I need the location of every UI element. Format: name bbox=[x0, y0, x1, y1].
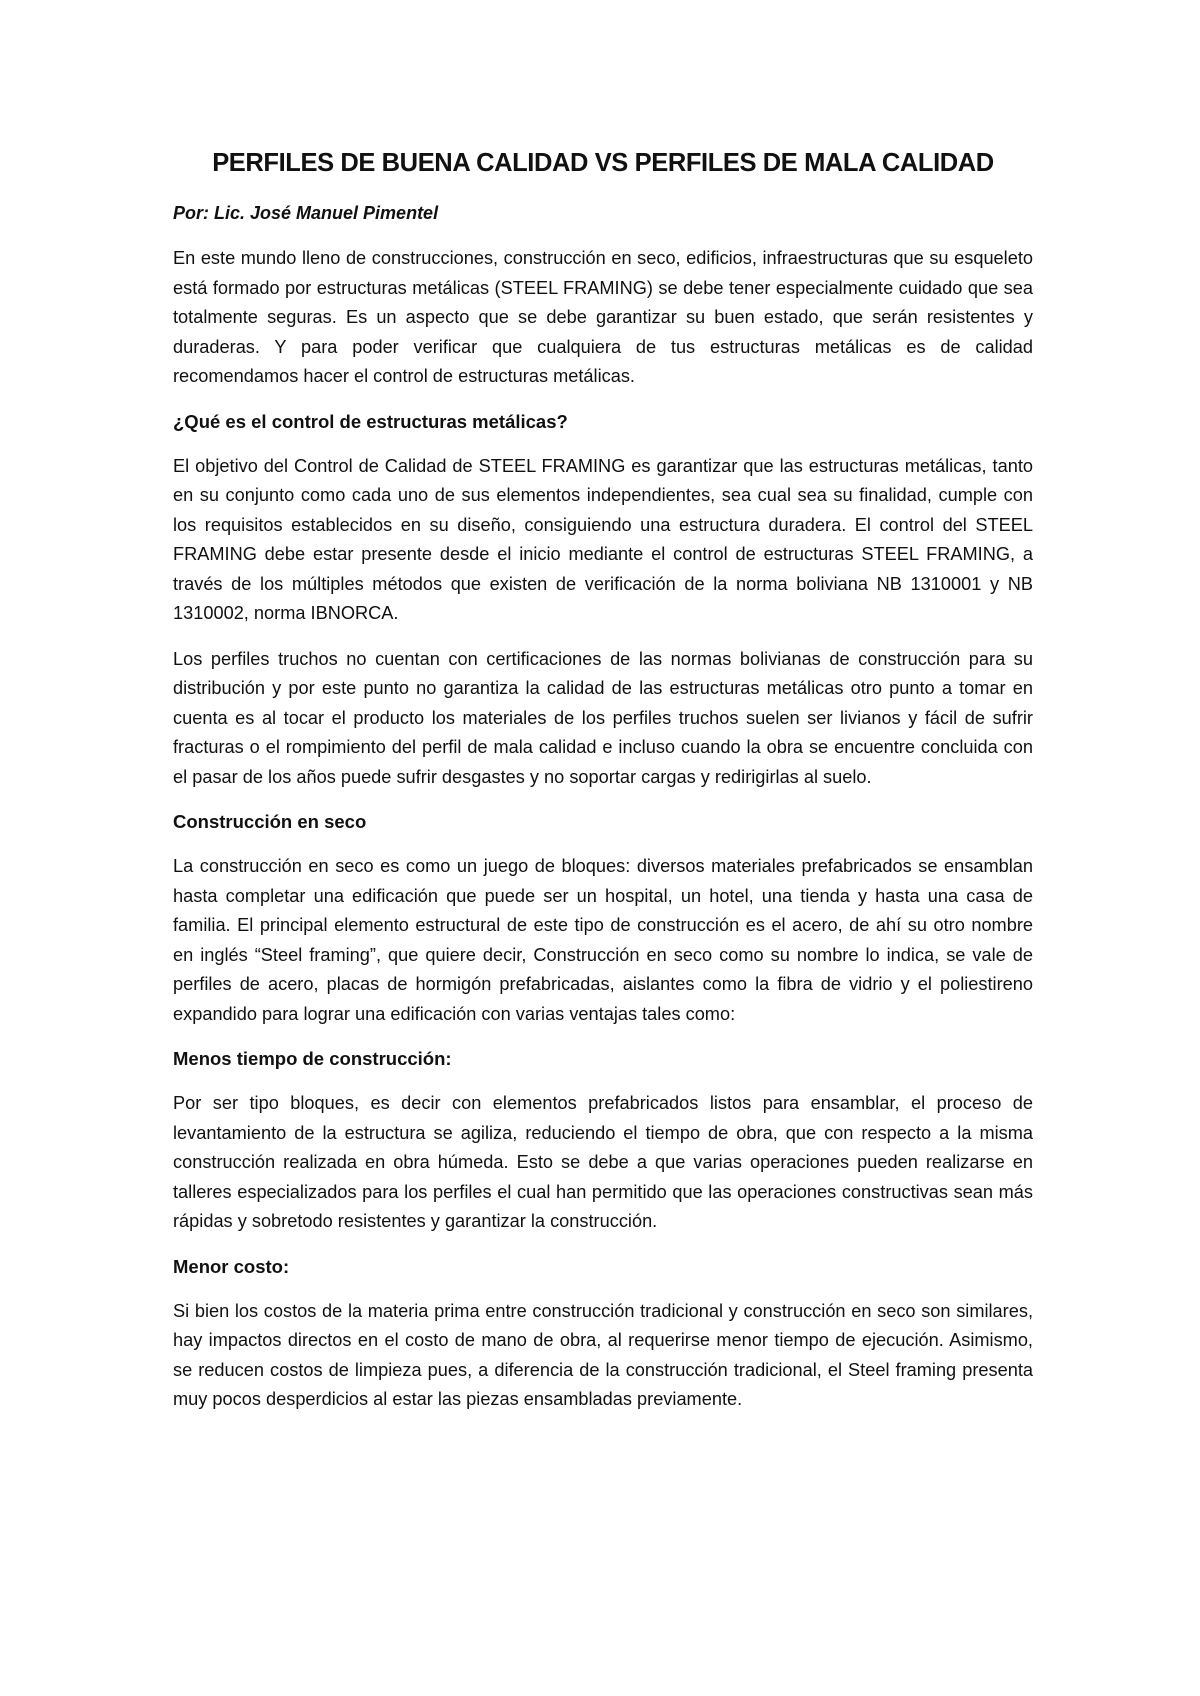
control-paragraph-1: El objetivo del Control de Calidad de STEEL FRAMING es garantizar que las estructuras metálicas, tanto en su conjunto como cada uno de sus elementos independientes, sea cual sea su finalidad, cumple con los requisitos establecidos en su diseño, consiguiendo una estructura duradera. El control del STEEL FRAMING debe estar presente desde el inicio mediante el control de estructuras STEEL FRAMING, a través de los múltiples métodos que existen de verificación de la norma boliviana NB 1310001 y NB 1310002, norma IBNORCA. bbox=[173, 455, 1033, 623]
dry-construction-paragraph: La construcción en seco es como un juego de bloques: diversos materiales prefabricados se ensamblan hasta completar una edificación que puede ser un hospital, un hotel, una tienda y hasta una casa de familia. El principal elemento estructural de este tipo de construcción es el acero, de ahí su otro nombre en inglés “Steel framing”, que quiere decir, Construcción en seco como su nombre lo indica, se vale de perfiles de acero, placas de hormigón prefabricadas, aislantes como la fibra de vidrio y el poliestireno expandido para lograr una edificación con varias ventajas tales como: bbox=[173, 856, 1033, 1024]
section-heading-lower-cost: Menor costo: bbox=[173, 1255, 290, 1277]
document-page bbox=[173, 146, 1033, 1431]
section-heading-dry-construction: Construcción en seco bbox=[173, 811, 367, 832]
section-heading-less-time: Menos tiempo de construcción: bbox=[173, 1048, 452, 1069]
less-time-paragraph: Por ser tipo bloques, es decir con elementos prefabricados listos para ensamblar, el proceso de levantamiento de la estructura se agiliza, reduciendo el tiempo de obra, que con respecto a la misma construcción realizada en obra húmeda. Esto se debe a que varias operaciones pueden realizarse en talleres especializados para los perfiles el cual han permitido que las operaciones constructivas sean más rápidas y sobretodo resistentes y garantizar la construcción. bbox=[173, 1093, 1033, 1231]
control-paragraph-2: Los perfiles truchos no cuentan con certificaciones de las normas bolivianas de construcción para su distribución y por este punto no garantiza la calidad de las estructuras metálicas otro punto a tomar en cuenta es al tocar el producto los materiales de los perfiles truchos suelen ser livianos y fácil de sufrir fracturas o el rompimiento del perfil de mala calidad e incluso cuando la obra se encuentre concluida con el pasar de los años puede sufrir desgastes y no soportar cargas y redirigirlas al suelo. bbox=[173, 648, 1033, 787]
lower-cost-paragraph: Si bien los costos de la materia prima entre construcción tradicional y construcción en seco son similares, hay impactos directos en el costo de mano de obra, al requerirse menor tiempo de ejecución. Asimismo, se reducen costos de limpieza pues, a diferencia de la construcción tradicional, el Steel framing presenta muy pocos desperdicios al estar las piezas ensambladas previamente. bbox=[173, 1300, 1033, 1409]
author-byline: Por: Lic. José Manuel Pimentel bbox=[173, 203, 439, 223]
document-title: PERFILES DE BUENA CALIDAD VS PERFILES DE MALA CALIDAD bbox=[212, 149, 994, 177]
intro-paragraph: En este mundo lleno de construcciones, construcción en seco, edificios, infraestructuras que su esqueleto está formado por estructuras metálicas (STEEL FRAMING) se debe tener especialmente cuidado que sea totalmente seguras. Es un aspecto que se debe garantizar su buen estado, que serán resistentes y duraderas. Y para poder verificar que cualquiera de tus estructuras metálicas es de calidad recomendamos hacer el control de estructuras metálicas. bbox=[173, 248, 1033, 386]
section-heading-control: ¿Qué es el control de estructuras metálicas? bbox=[173, 410, 568, 432]
